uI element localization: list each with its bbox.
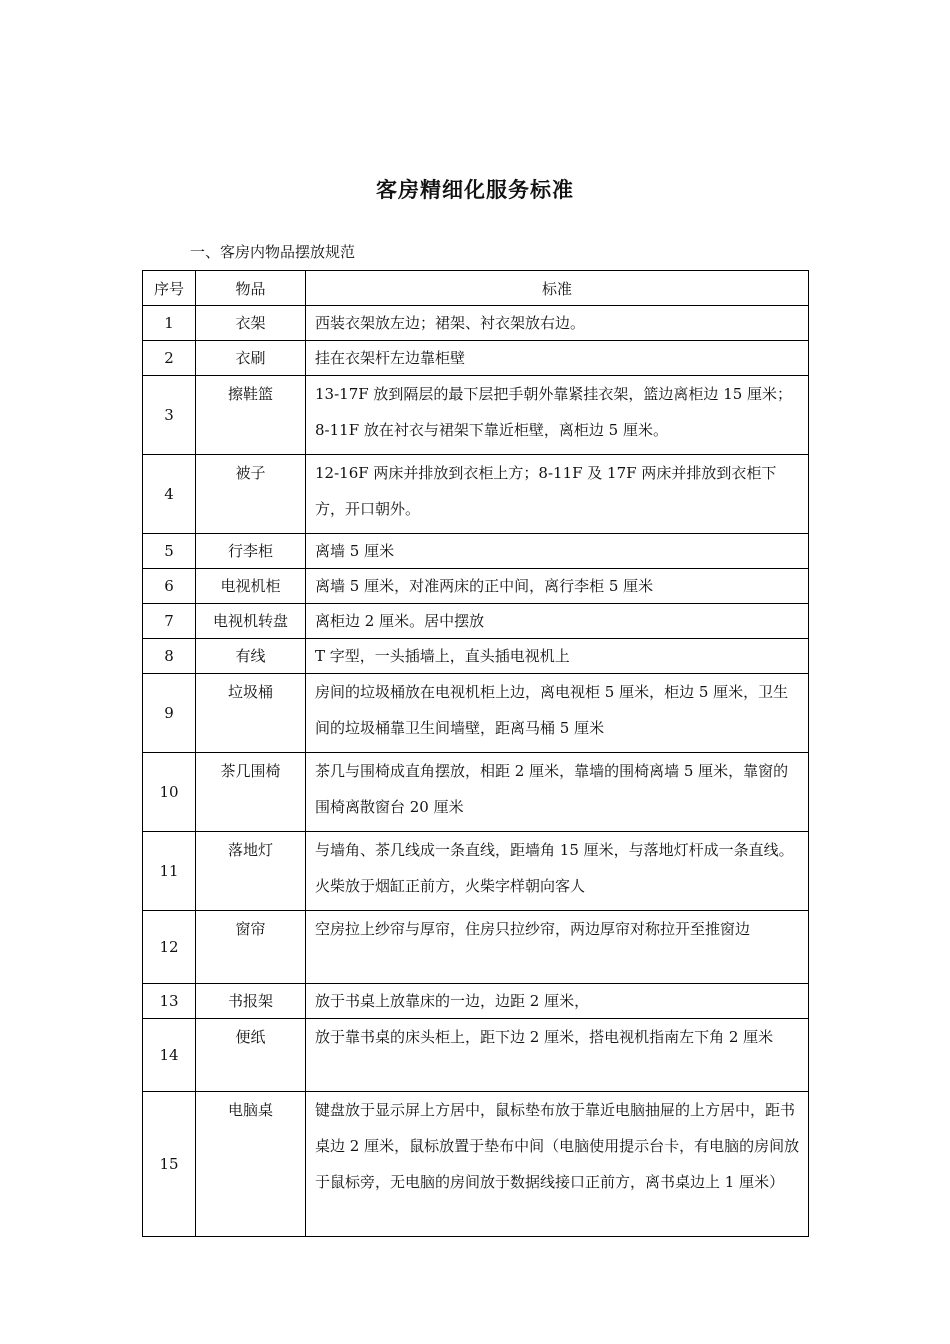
row-item: 衣架 (235, 314, 266, 332)
table-row (143, 832, 809, 911)
row-standard: 挂在衣架杆左边靠柜壁 (315, 349, 466, 367)
table-row (143, 674, 809, 753)
table-row (143, 604, 809, 639)
row-item: 便纸 (235, 1028, 266, 1046)
row-number: 13 (159, 992, 179, 1010)
row-item: 茶几围椅 (220, 762, 281, 780)
row-item: 电视机转盘 (212, 612, 288, 630)
row-item: 电视机柜 (220, 577, 281, 595)
row-item: 书报架 (227, 992, 273, 1010)
row-standard: 离墙 5 厘米 (315, 542, 395, 560)
row-number: 11 (159, 862, 179, 880)
row-item: 有线 (235, 647, 266, 665)
header-item: 物品 (196, 271, 306, 306)
row-item: 衣刷 (235, 349, 266, 367)
row-standard: 空房拉上纱帘与厚帘，住房只拉纱帘，两边厚帘对称拉开至推窗边 (315, 920, 751, 938)
row-number: 12 (159, 938, 179, 956)
table-row (143, 569, 809, 604)
table-row (143, 306, 809, 341)
table-row (143, 534, 809, 569)
row-item: 擦鞋篮 (227, 385, 273, 403)
standards-table (142, 270, 809, 1237)
page-title: 客房精细化服务标准 (376, 178, 574, 202)
header-standard: 标准 (306, 271, 809, 306)
row-number: 4 (164, 485, 174, 503)
row-standard: 与墙角、茶几线成一条直线，距墙角 15 厘米，与落地灯杆成一条直线。火柴放于烟缸正前方，火柴字样朝向客人 (315, 841, 794, 895)
row-standard: 键盘放于显示屏上方居中，鼠标垫布放于靠近电脑抽屉的上方居中，距书桌边 2 厘米，鼠标放置于垫布中间（电脑使用提示台卡，有电脑的房间放于鼠标旁，无电脑的房间放于数据线接口正前方，离书桌边上 1 厘米） (315, 1101, 800, 1191)
row-number: 5 (164, 542, 174, 560)
row-item: 被子 (235, 464, 266, 482)
row-number: 3 (164, 406, 174, 424)
row-standard: 13-17F 放到隔层的最下层把手朝外靠紧挂衣架，篮边离柜边 15 厘米；8-11F 放在衬衣与裙架下靠近柜壁，离柜边 5 厘米。 (315, 385, 793, 439)
row-standard: 离柜边 2 厘米。居中摆放 (315, 612, 485, 630)
row-standard: 离墙 5 厘米，对准两床的正中间，离行李柜 5 厘米 (315, 577, 654, 595)
section-heading: 一、客房内物品摆放规范 (190, 243, 356, 261)
row-standard: 茶几与围椅成直角摆放，相距 2 厘米，靠墙的围椅离墙 5 厘米，靠窗的围椅离散窗台 20 厘米 (315, 762, 789, 816)
row-number: 14 (159, 1046, 179, 1064)
row-item: 落地灯 (227, 841, 273, 859)
row-standard: 放于书桌上放靠床的一边，边距 2 厘米， (315, 992, 590, 1010)
row-item: 垃圾桶 (227, 683, 273, 701)
table-row (143, 753, 809, 832)
row-number: 8 (164, 647, 174, 665)
row-item: 窗帘 (235, 920, 266, 938)
table-row (143, 376, 809, 455)
table-row (143, 911, 809, 984)
table-row (143, 1092, 809, 1237)
row-number: 15 (159, 1155, 179, 1173)
table-row (143, 1019, 809, 1092)
row-number: 9 (164, 704, 174, 722)
header-no: 序号 (143, 271, 196, 306)
row-standard: 放于靠书桌的床头柜上，距下边 2 厘米，搭电视机指南左下角 2 厘米 (315, 1028, 774, 1046)
row-item: 行李柜 (227, 542, 273, 560)
row-number: 6 (164, 577, 174, 595)
row-number: 10 (159, 783, 179, 801)
row-standard: 西装衣架放左边；裙架、衬衣架放右边。 (315, 314, 586, 332)
row-item: 电脑桌 (227, 1101, 273, 1119)
row-number: 1 (164, 314, 174, 332)
table-header-row (143, 271, 809, 306)
row-number: 7 (164, 612, 174, 630)
row-standard: 12-16F 两床并排放到衣柜上方；8-11F 及 17F 两床并排放到衣柜下方，开口朝外。 (315, 464, 777, 518)
table-row (143, 455, 809, 534)
row-standard: 房间的垃圾桶放在电视机柜上边，离电视柜 5 厘米，柜边 5 厘米，卫生间的垃圾桶靠卫生间墙壁，距离马桶 5 厘米 (315, 683, 789, 737)
row-standard: T 字型，一头插墙上，直头插电视机上 (315, 647, 570, 665)
row-number: 2 (164, 349, 174, 367)
